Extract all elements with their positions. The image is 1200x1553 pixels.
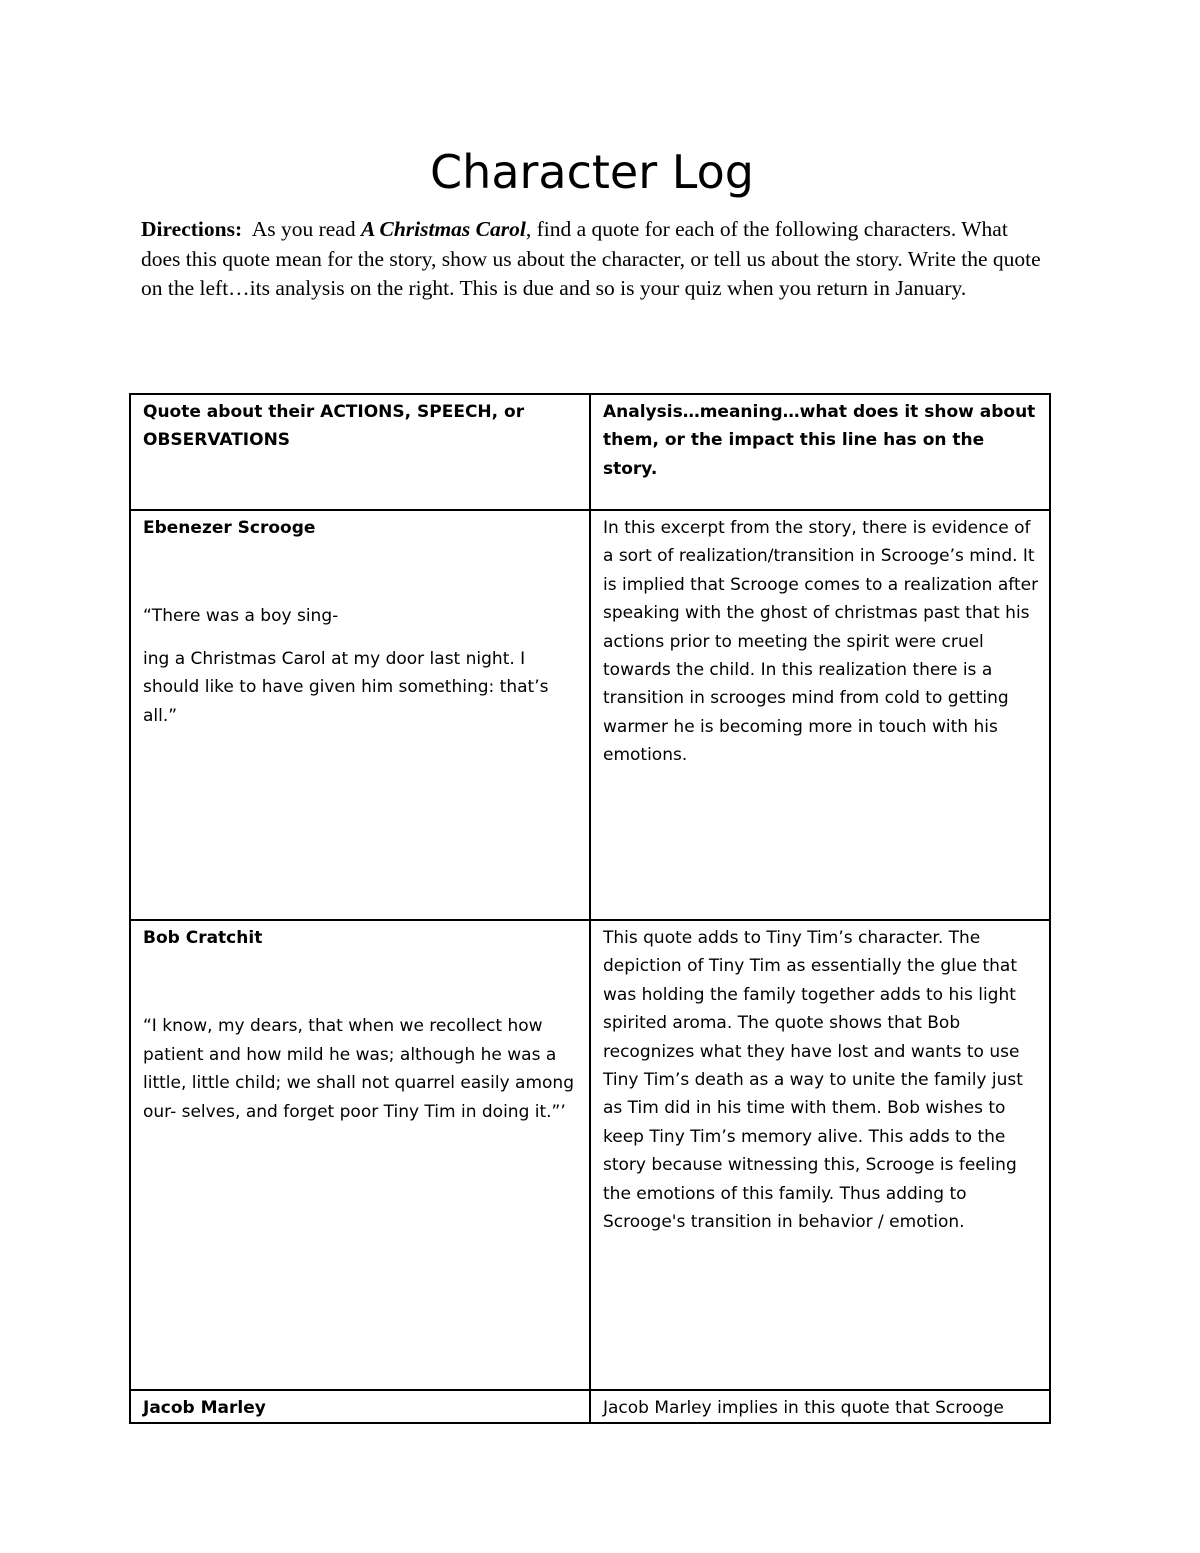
analysis-cell: Jacob Marley implies in this quote that Scrooge <box>590 1390 1050 1423</box>
table-header-row <box>130 394 1050 510</box>
page-title: Character Log <box>430 145 754 199</box>
directions-text-after: , find a quote for each of the following characters. What does this quote mean for the story, show us about the character, or tell us about the story. Write the quote on the left…its analysis on the right. This is due and so is your quiz when you return in January. <box>141 217 1041 300</box>
directions-paragraph <box>141 215 1046 304</box>
quote-cell <box>130 920 590 1390</box>
book-title: A Christmas Carol <box>360 217 526 241</box>
directions-text-before: As you read <box>251 217 356 241</box>
character-name: Jacob Marley <box>143 1398 266 1418</box>
table-row <box>130 1390 1050 1423</box>
directions-label: Directions: <box>141 217 243 241</box>
analysis-cell: In this excerpt from the story, there is evidence of a sort of realization/transition in Scrooge’s mind. It is implied that Scrooge comes to a realization after speaking with the ghost of christmas past that his actions prior to meeting the spirit were cruel towards the child. In this realization there is a transition in scrooges mind from cold to getting warmer he is becoming more in touch with his emotions. <box>590 510 1050 920</box>
quote-text: ing a Christmas Carol at my door last night. I should like to have given him something: that’s all.” <box>143 648 549 726</box>
table-row <box>130 510 1050 920</box>
character-name: Bob Cratchit <box>143 928 263 948</box>
quote-cell <box>130 1390 590 1423</box>
character-name: Ebenezer Scrooge <box>143 518 316 538</box>
quote-text: “I know, my dears, that when we recollect how patient and how mild he was; although he was a little, little child; we shall not quarrel easily among our- selves, and forget poor Tiny Tim in doing it.”’ <box>143 1016 574 1122</box>
quote-text: “There was a boy sing- <box>143 606 339 627</box>
header-quote-cell: Quote about their ACTIONS, SPEECH, or OBSERVATIONS <box>130 394 590 510</box>
header-analysis-cell: Analysis…meaning…what does it show about them, or the impact this line has on the story. <box>590 394 1050 510</box>
table-row <box>130 920 1050 1390</box>
character-log-table <box>129 393 1051 1424</box>
analysis-cell: This quote adds to Tiny Tim’s character. The depiction of Tiny Tim as essentially the glue that was holding the family together adds to his light spirited aroma. The quote shows that Bob recognizes what they have lost and wants to use Tiny Tim’s death as a way to unite the family just as Tim did in his time with them. Bob wishes to keep Tiny Tim’s memory alive. This adds to the story because witnessing this, Scrooge is feeling the emotions of this family. Thus adding to Scrooge's transition in behavior / emotion. <box>590 920 1050 1390</box>
quote-cell <box>130 510 590 920</box>
